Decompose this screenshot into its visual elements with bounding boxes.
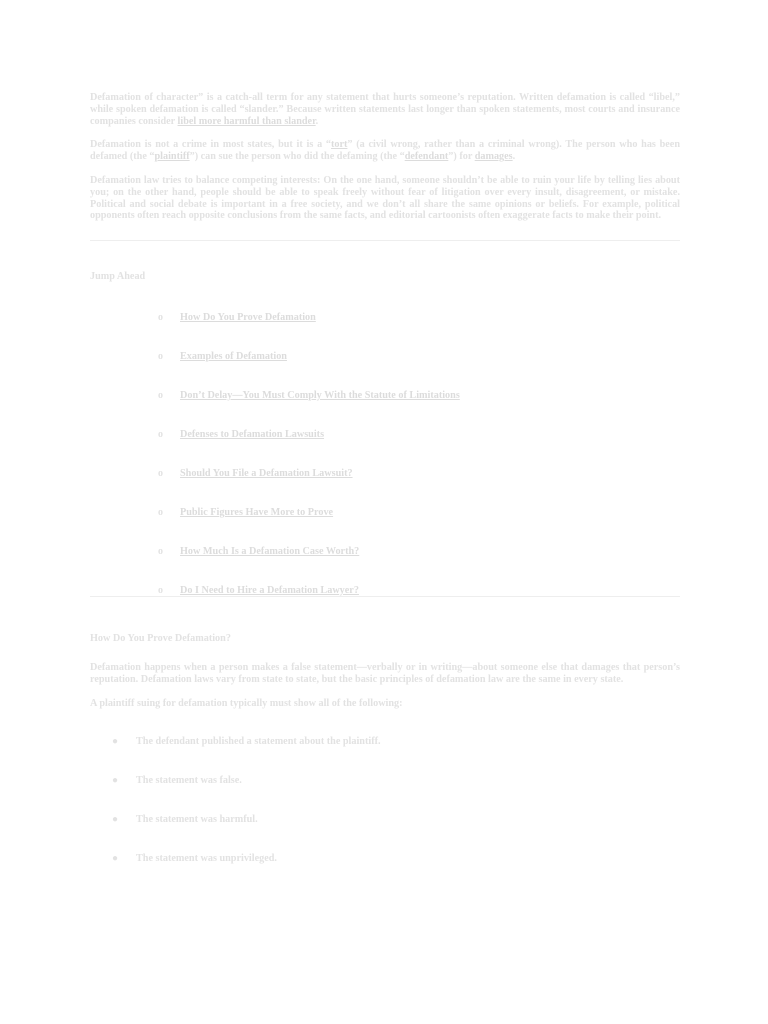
divider xyxy=(90,240,680,241)
element-text: The statement was unprivileged. xyxy=(136,852,277,864)
toc-link-statute-of-limitations[interactable]: Don’t Delay—You Must Comply With the Statute of Limitations xyxy=(180,390,460,402)
intro-p2-end: . xyxy=(512,151,516,163)
intro-p2-text-b: ” (a civil wrong, rather than a criminal wrong). The person who has been defamed (the “ xyxy=(90,139,680,163)
intro-p2-text-a: Defamation is not a crime in most states, but it is a “ xyxy=(90,139,331,151)
toc-link-prove-defamation[interactable]: How Do You Prove Defamation xyxy=(180,312,316,324)
toc-item xyxy=(158,585,680,596)
intro-p2-text-c: ”) can sue the person who did the defaming (the “ xyxy=(189,151,405,163)
element-text: The statement was false. xyxy=(136,774,242,786)
toc-link-should-you-file[interactable]: Should You File a Defamation Lawsuit? xyxy=(180,468,353,480)
list-item xyxy=(112,853,680,892)
intro-p1-text: Defamation of character” is a catch-all term for any statement that hurts someone’s reputation. Written defamation is called “libel,” while spoken defamation is called “slander.” Because written statements last longer than spoken statements, most courts and insurance companies consider xyxy=(90,92,680,127)
intro-paragraph-1 xyxy=(90,92,680,127)
plaintiff-link[interactable]: plaintiff xyxy=(154,151,190,163)
jump-ahead-heading: Jump Ahead xyxy=(90,271,146,283)
toc-item xyxy=(158,312,680,351)
list-item xyxy=(112,775,680,814)
damages-link[interactable]: damages xyxy=(474,151,513,163)
hollow-bullet-icon: o xyxy=(158,468,163,480)
filled-bullet-icon: ● xyxy=(112,735,119,747)
filled-bullet-icon: ● xyxy=(112,813,119,825)
hollow-bullet-icon: o xyxy=(158,351,163,363)
intro-p1-end: . xyxy=(315,115,319,127)
prove-paragraph-2: A plaintiff suing for defamation typically must show all of the following: xyxy=(90,697,403,709)
article xyxy=(90,92,680,892)
jump-ahead-list xyxy=(90,312,680,596)
hollow-bullet-icon: o xyxy=(158,390,163,402)
defendant-link[interactable]: defendant xyxy=(404,151,449,163)
list-item xyxy=(112,736,680,775)
prove-paragraph-1: Defamation happens when a person makes a false statement—verbally or in writing—about someone else that damages that person’s reputation. Defamation laws vary from state to state, but the basic principles of defamation law are the same in every state. xyxy=(90,662,680,685)
elements-list xyxy=(90,736,680,892)
toc-link-public-figures[interactable]: Public Figures Have More to Prove xyxy=(180,507,334,519)
element-text: The statement was harmful. xyxy=(136,813,258,825)
intro-paragraph-3: Defamation law tries to balance competing interests: On the one hand, someone shouldn’t be able to ruin your life by telling lies about you; on the other hand, people should be able to speak freely without fear of litigation over every insult, disagreement, or mistake. Political and social debate is important in a free society, and we don’t all share the same opinions or beliefs. For example, political opponents often reach opposite conclusions from the same facts, and editorial cartoonists often exaggerate facts to make their point. xyxy=(90,174,680,222)
toc-item xyxy=(158,546,680,585)
toc-link-hire-lawyer[interactable]: Do I Need to Hire a Defamation Lawyer? xyxy=(180,585,359,597)
hollow-bullet-icon: o xyxy=(158,546,163,558)
intro-p2-text-d: ”) for xyxy=(448,151,475,163)
libel-vs-slander-link[interactable]: libel more harmful than slander xyxy=(177,115,316,127)
filled-bullet-icon: ● xyxy=(112,774,119,786)
filled-bullet-icon: ● xyxy=(112,852,119,864)
list-item xyxy=(112,814,680,853)
toc-item xyxy=(158,351,680,390)
element-text: The defendant published a statement about the plaintiff. xyxy=(136,735,381,747)
toc-link-case-worth[interactable]: How Much Is a Defamation Case Worth? xyxy=(180,546,360,558)
toc-item xyxy=(158,468,680,507)
toc-link-defenses[interactable]: Defenses to Defamation Lawsuits xyxy=(180,429,325,441)
intro-paragraph-2 xyxy=(90,139,680,163)
hollow-bullet-icon: o xyxy=(158,585,163,597)
toc-item xyxy=(158,507,680,546)
toc-link-examples[interactable]: Examples of Defamation xyxy=(180,351,287,363)
toc-item xyxy=(158,390,680,429)
hollow-bullet-icon: o xyxy=(158,507,163,519)
hollow-bullet-icon: o xyxy=(158,429,163,441)
section-heading-prove: How Do You Prove Defamation? xyxy=(90,633,231,645)
hollow-bullet-icon: o xyxy=(158,312,163,324)
divider xyxy=(90,596,680,597)
toc-item xyxy=(158,429,680,468)
tort-link[interactable]: tort xyxy=(331,139,348,151)
